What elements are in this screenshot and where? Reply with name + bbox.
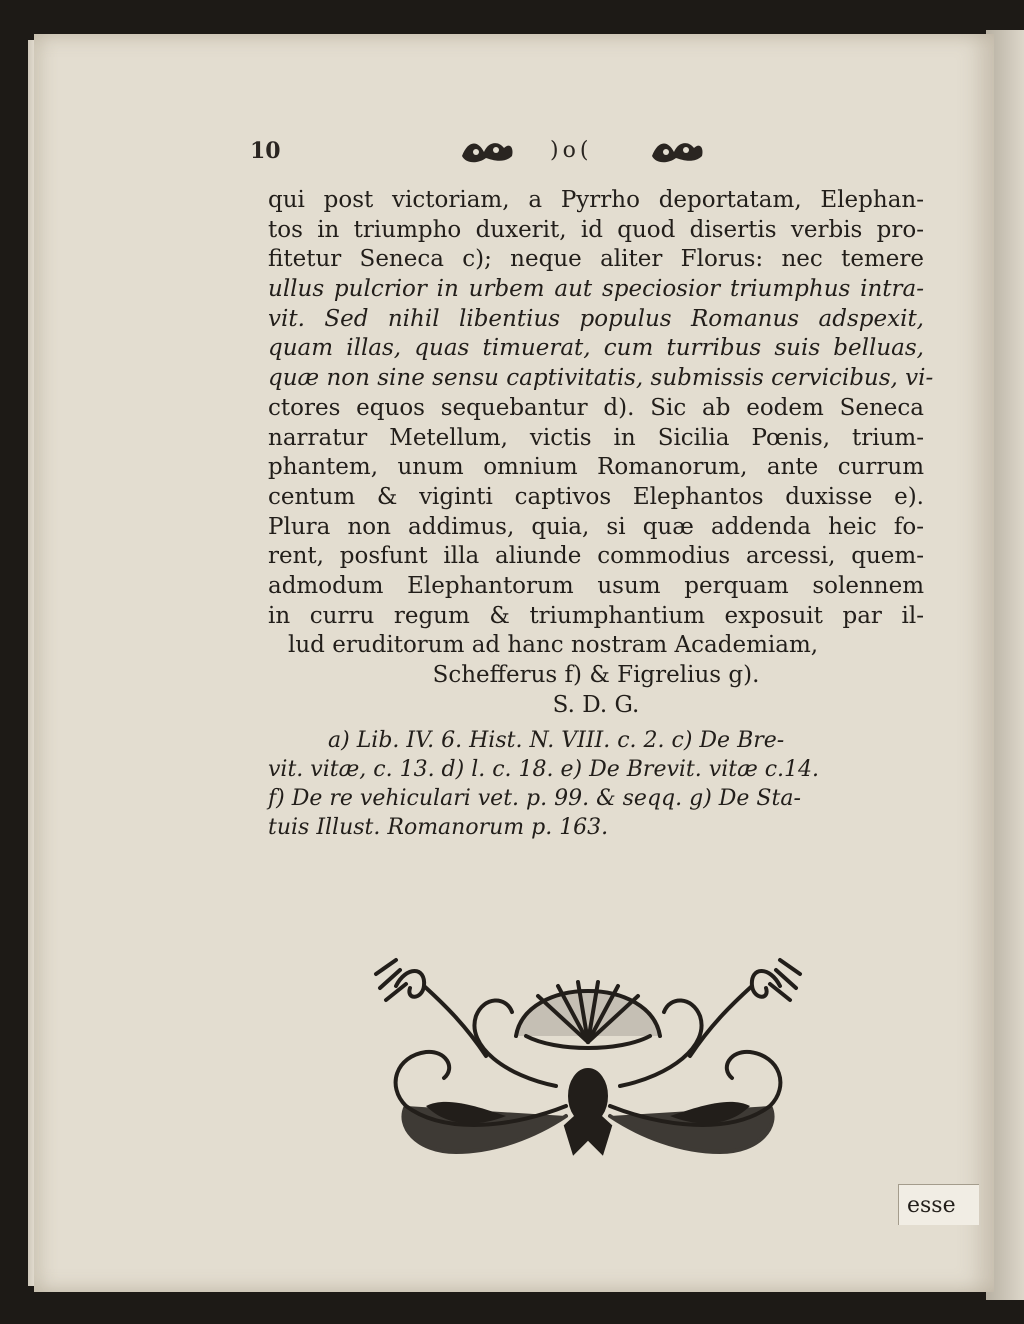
text-line: in curru regum & triumphantium exposuit par il-	[268, 602, 924, 629]
footnote-line: f) De re vehiculari vet. p. 99. & seqq. g) De Sta-	[268, 786, 801, 811]
header-divider: )o(	[550, 138, 593, 163]
text-line: ctores equos sequebantur d). Sic ab eodem Seneca	[268, 394, 924, 421]
header-ornament-left-icon	[458, 134, 516, 168]
footnotes	[268, 726, 924, 842]
text-line: admodum Elephantorum usum perquam solennem	[268, 572, 924, 599]
text-line: qui post victoriam, a Pyrrho deportatam, Elephan-	[268, 187, 924, 213]
text-line: narratur Metellum, victis in Sicilia Pœnis, trium-	[268, 424, 924, 451]
header-ornament-right-icon	[648, 134, 706, 168]
footnote-line: a) Lib. IV. 6. Hist. N. VIII. c. 2. c) De Bre-	[328, 728, 785, 753]
footnote-line: vit. vitæ, c. 13. d) l. c. 18. e) De Brevit. vitæ c.14.	[268, 757, 820, 782]
text-line: ullus pulcrior in urbem aut speciosior triumphus intra-	[268, 276, 924, 303]
tailpiece-vignette-icon	[366, 956, 810, 1170]
catchword: esse	[907, 1193, 956, 1218]
text-line: lud eruditorum ad hanc nostram Academiam,	[288, 632, 819, 659]
text-line: centum & viginti captivos Elephantos duxisse e).	[268, 483, 924, 510]
text-line: vit. Sed nihil libentius populus Romanus adspexit,	[268, 305, 924, 332]
page-number: 10	[250, 138, 281, 164]
text-line: quam illas, quas timuerat, cum turribus suis belluas,	[268, 335, 924, 362]
text-line: tos in triumpho duxerit, id quod disertis verbis pro-	[268, 216, 924, 243]
text-line: rent, posfunt illa aliunde commodius arcessi, quem-	[268, 543, 924, 570]
text-line: quæ non sine sensu captivitatis, submissis cervicibus, vi-	[268, 365, 934, 392]
footnote-line: tuis Illust. Romanorum p. 163.	[268, 815, 609, 840]
text-line: phantem, unum omnium Romanorum, ante currum	[268, 454, 924, 481]
main-text-block	[268, 186, 934, 720]
running-header	[250, 132, 770, 172]
text-line: Schefferus f) & Figrelius g).	[432, 662, 760, 688]
text-line: Plura non addimus, quia, si quæ addenda heic fo-	[268, 513, 924, 540]
catchword-slip	[898, 1184, 979, 1225]
closing-formula: S. D. G.	[552, 691, 640, 718]
text-line: fitetur Seneca c); neque aliter Florus: nec temere	[268, 246, 924, 273]
